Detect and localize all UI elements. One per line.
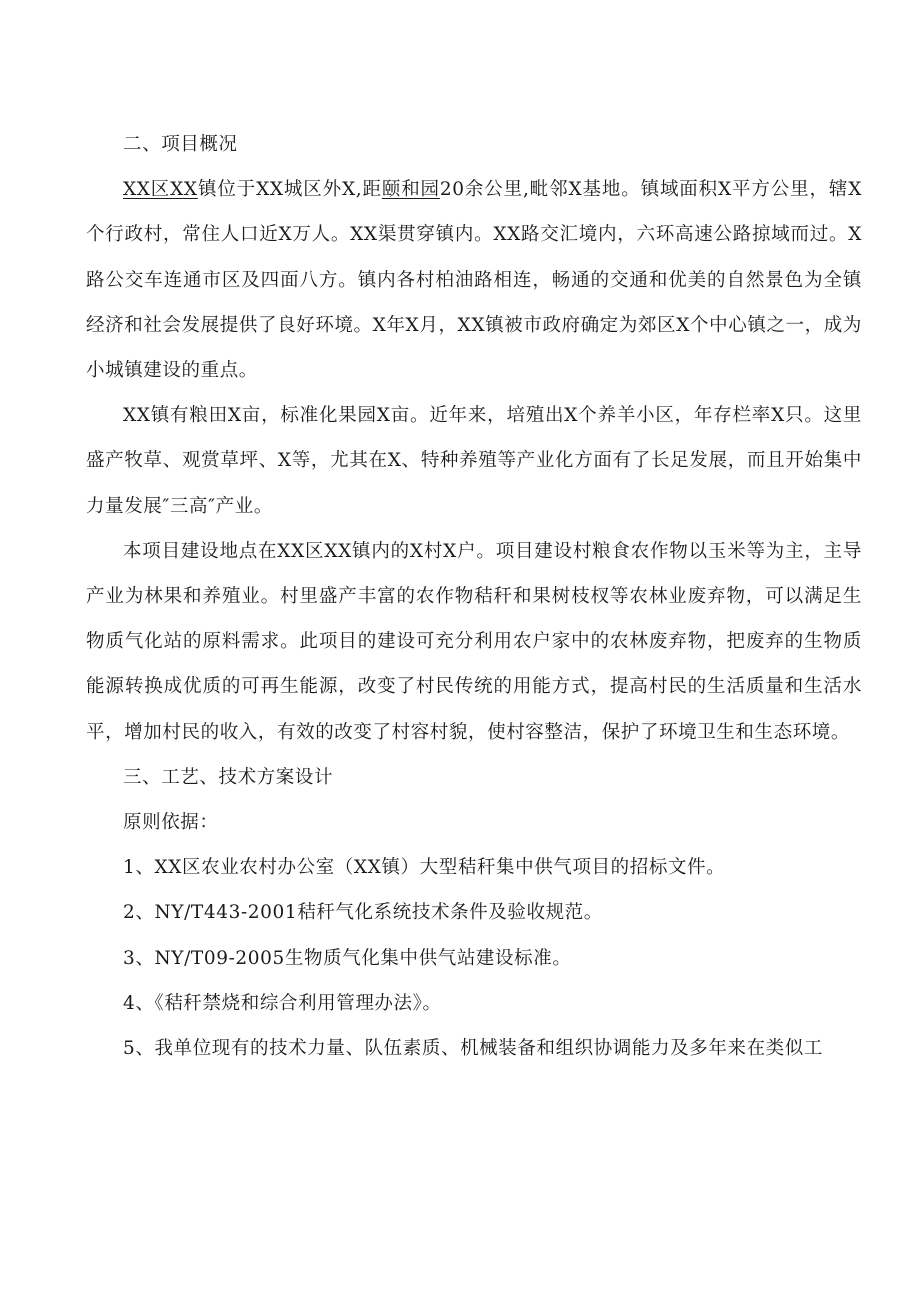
principle-item: 4、《秸秆禁烧和综合利用管理办法》。 (123, 992, 442, 1014)
principles-label: 原则依据： (123, 812, 219, 834)
section-heading-technical-design: 三、工艺、技术方案设计 (123, 766, 334, 788)
underlined-district-town: XX区XX (123, 179, 198, 201)
principle-item: 5、我单位现有的技术力量、队伍素质、机械装备和组织协调能力及多年来在类似工 (123, 1038, 823, 1060)
underlined-landmark: 颐和园 (381, 179, 440, 201)
paragraph-project-site: 本项目建设地点在XX区XX镇内的X村X户。项目建设村粮食农作物以玉米等为主，主导产业为林果和养殖业。村里盛产丰富的农作物秸秆和果树枝杈等农林业废弃物，可以满足生物质气化站的原料需求。此项目的建设可充分利用农户家中的农林废弃物，把废弃的生物质能源转换成优质的可再生能源，改变了村民传统的用能方式，提高村民的生活质量和生活水平，增加村民的收入，有效的改变了村容村貌，使村容整洁，保护了环境卫生和生态环境。 (86, 540, 862, 743)
overview-text-part-1: 镇位于XX城区外X,距 (197, 179, 382, 201)
principle-item: 1、XX区农业农村办公室（XX镇）大型秸秆集中供气项目的招标文件。 (123, 857, 726, 879)
principle-item: 2、NY/T443-2001秸秆气化系统技术条件及验收规范。 (123, 902, 603, 924)
paragraph-town-overview (86, 167, 862, 393)
principle-item: 3、NY/T09-2005生物质气化集中供气站建设标准。 (123, 947, 572, 969)
section-heading-overview: 二、项目概况 (123, 134, 238, 155)
document-body (86, 122, 862, 1071)
paragraph-agriculture: XX镇有粮田X亩，标准化果园X亩。近年来，培殖出X个养羊小区，年存栏率X只。这里盛产牧草、观赏草坪、X等，尤其在X、特种养殖等产业化方面有了长足发展，而且开始集中力量发展″三高″产业。 (86, 405, 862, 517)
overview-text-part-2: 20余公里,毗邻X基地。镇域面积X平方公里，辖X个行政村，常住人口近X万人。XX渠贯穿镇内。XX路交汇境内，六环高速公路掠域而过。X路公交车连通市区及四面八方。镇内各村柏油路相连，畅通的交通和优美的自然景色为全镇经济和社会发展提供了良好环境。X年X月，XX镇被市政府确定为郊区X个中心镇之一，成为小城镇建设的重点。 (86, 179, 862, 382)
